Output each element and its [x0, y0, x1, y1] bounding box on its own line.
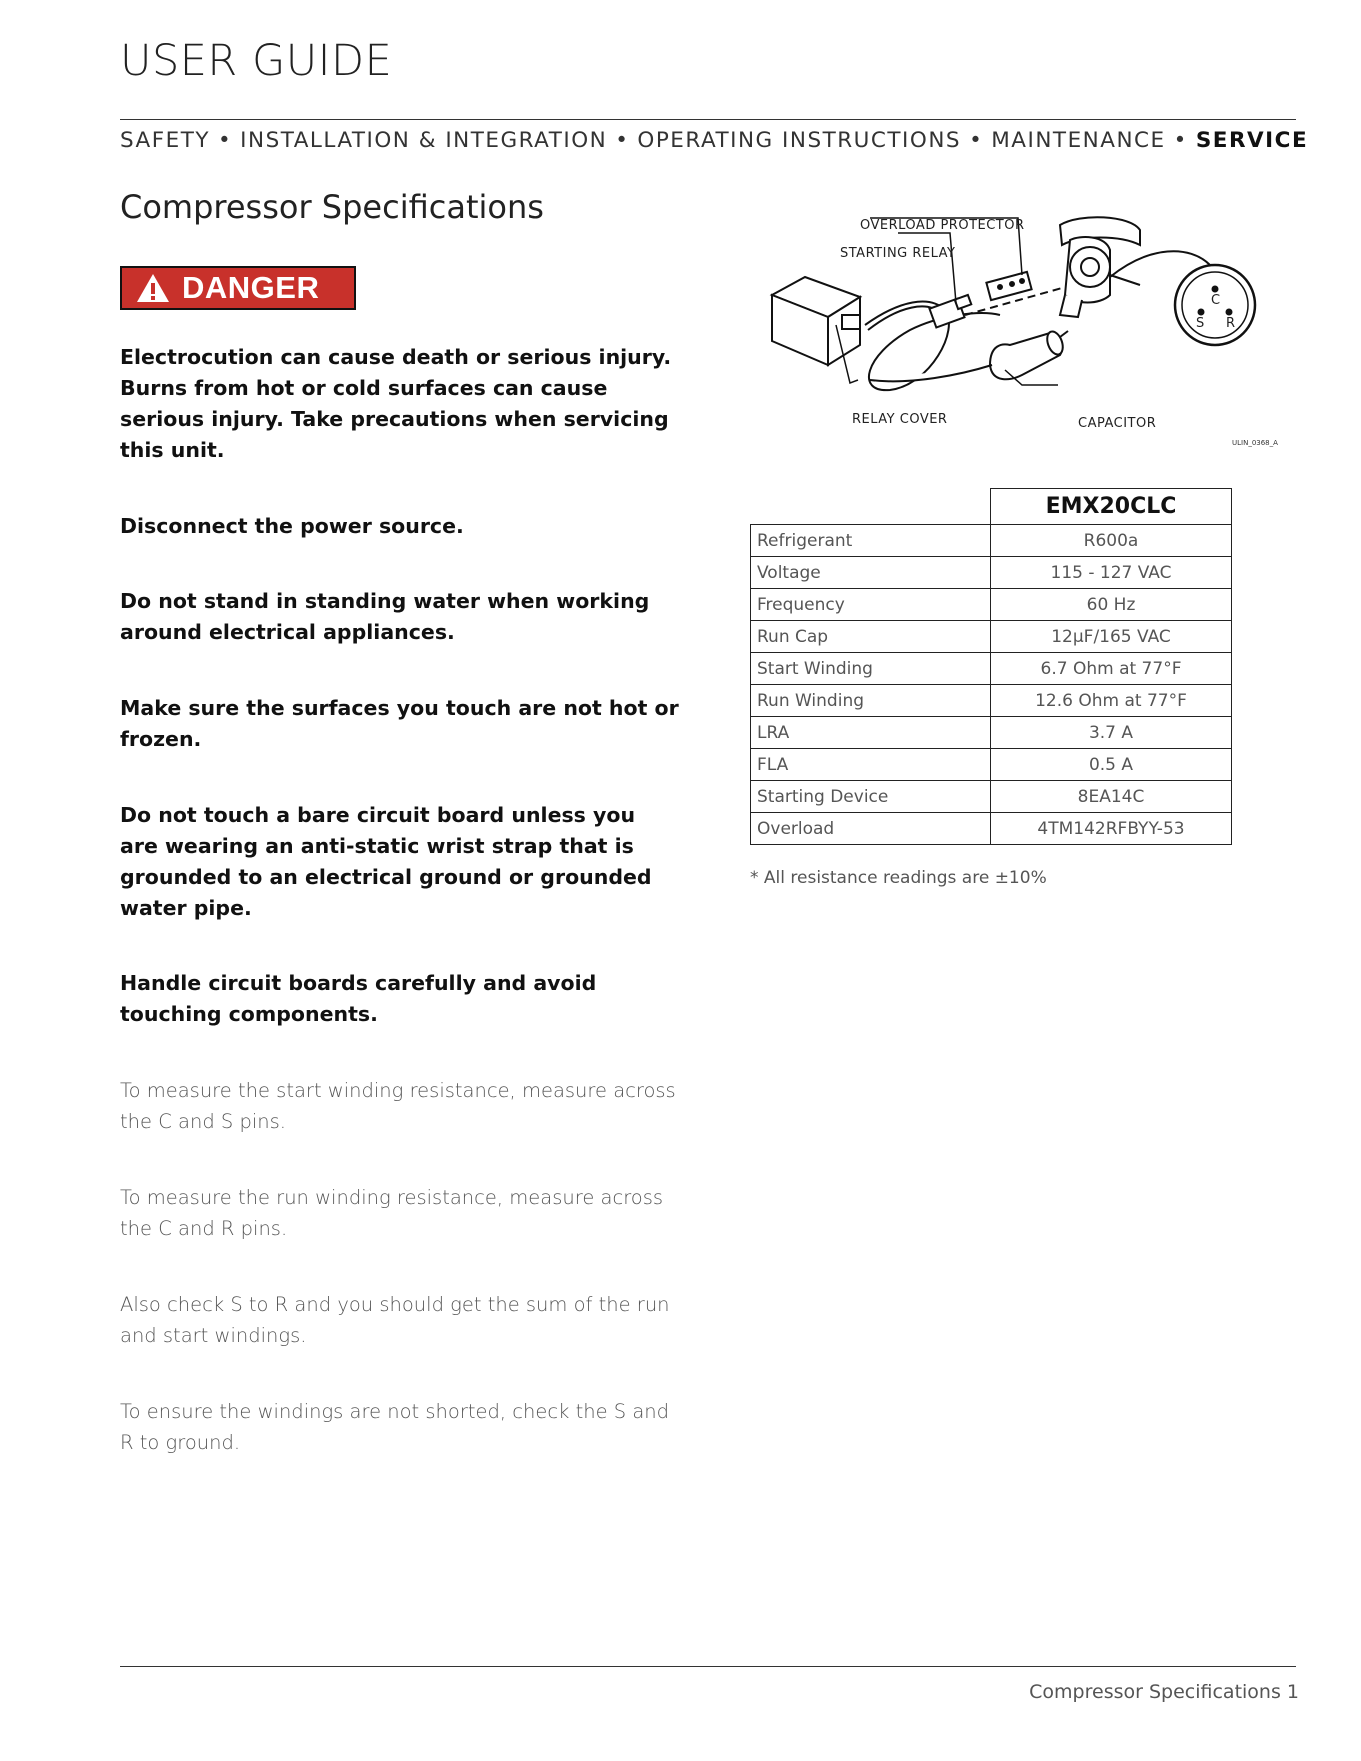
spec-label: Run Cap [751, 621, 991, 653]
nav-item-safety[interactable]: SAFETY [120, 128, 210, 153]
spec-table [750, 488, 1232, 845]
danger-banner [120, 266, 356, 310]
spec-label: Frequency [751, 589, 991, 621]
nav-separator: • [217, 128, 233, 153]
resistance-footnote: * All resistance readings are ±10% [750, 868, 1047, 888]
relay-cover-illustration [772, 277, 860, 365]
starting-relay-label: STARTING RELAY [840, 246, 956, 261]
warning-circuit-board: Do not touch a bare circuit board unless you are wearing an anti-static wrist strap that is grounded to an electrical ground or grounded water pipe. [120, 803, 652, 920]
model-header: EMX20CLC [991, 489, 1232, 525]
warning-handle-boards: Handle circuit boards carefully and avoid touching components. [120, 971, 597, 1026]
table-row [751, 525, 1232, 557]
nav-item-operating[interactable]: OPERATING INSTRUCTIONS [637, 128, 962, 153]
danger-label: DANGER [182, 270, 320, 305]
compressor-body-illustration [1060, 217, 1140, 317]
starting-relay-illustration [929, 295, 971, 328]
note-s-to-r: Also check S to R and you should get the sum of the run and start windings. [120, 1293, 670, 1347]
spec-label: Start Winding [751, 653, 991, 685]
spec-label: Voltage [751, 557, 991, 589]
terminal-pins-illustration [1175, 265, 1255, 345]
spec-label: Starting Device [751, 781, 991, 813]
spec-label: LRA [751, 717, 991, 749]
table-row [751, 813, 1232, 845]
pin-r-label: R [1226, 316, 1236, 331]
table-row [751, 621, 1232, 653]
spec-label: FLA [751, 749, 991, 781]
warning-standing-water: Do not stand in standing water when working around electrical appliances. [120, 589, 650, 644]
nav-item-service[interactable]: SERVICE [1195, 128, 1309, 153]
nav-separator: • [969, 128, 984, 153]
overload-protector-label: OVERLOAD PROTECTOR [860, 218, 1025, 233]
table-row [751, 749, 1232, 781]
spec-value: 60 Hz [991, 589, 1232, 621]
table-row [751, 653, 1232, 685]
warning-triangle-icon [136, 273, 170, 303]
note-start-winding: To measure the start winding resistance, measure across the C and S pins. [120, 1079, 676, 1133]
footer-divider [120, 1666, 1296, 1667]
nav-item-installation[interactable]: INSTALLATION & INTEGRATION [240, 128, 608, 153]
nav-item-maintenance[interactable]: MAINTENANCE [991, 128, 1166, 153]
spec-value: 12.6 Ohm at 77°F [991, 685, 1232, 717]
warning-hot-frozen: Make sure the surfaces you touch are not hot or frozen. [120, 696, 679, 751]
warning-electrocution: Electrocution can cause death or serious injury. Burns from hot or cold surfaces can cause serious injury. Take precautions when servicing this unit. [120, 345, 672, 462]
nav-separator: • [1173, 128, 1188, 153]
table-corner [751, 489, 991, 525]
spec-value: 3.7 A [991, 717, 1232, 749]
spec-value: 115 - 127 VAC [991, 557, 1232, 589]
spec-value: 12µF/165 VAC [991, 621, 1232, 653]
header-divider [120, 119, 1296, 120]
spec-label: Overload [751, 813, 991, 845]
pin-c-label: C [1211, 293, 1221, 308]
page-footer: Compressor Specifications 1 [1029, 1681, 1299, 1703]
spec-value: 4TM142RFBYY-53 [991, 813, 1232, 845]
overload-protector-illustration [986, 272, 1031, 300]
relay-cover-label: RELAY COVER [852, 412, 948, 427]
nav-separator: • [615, 128, 630, 153]
spec-value: 8EA14C [991, 781, 1232, 813]
table-row [751, 781, 1232, 813]
spec-label: Refrigerant [751, 525, 991, 557]
table-row [751, 717, 1232, 749]
figure-code: ULIN_0368_A [1232, 439, 1278, 447]
section-title: Compressor Specifications [120, 188, 544, 226]
spec-value: 0.5 A [991, 749, 1232, 781]
spec-value: R600a [991, 525, 1232, 557]
spec-value: 6.7 Ohm at 77°F [991, 653, 1232, 685]
note-run-winding: To measure the run winding resistance, measure across the C and R pins. [120, 1186, 664, 1240]
document-title: USER GUIDE [120, 36, 393, 86]
note-short-check: To ensure the windings are not shorted, check the S and R to ground. [120, 1400, 670, 1454]
capacitor-label: CAPACITOR [1078, 416, 1157, 431]
spec-label: Run Winding [751, 685, 991, 717]
table-row [751, 589, 1232, 621]
section-breadcrumb [120, 128, 1309, 153]
table-row [751, 685, 1232, 717]
table-row [751, 557, 1232, 589]
warning-disconnect-power: Disconnect the power source. [120, 514, 464, 538]
pin-s-label: S [1196, 316, 1205, 331]
compressor-diagram [760, 205, 1280, 455]
